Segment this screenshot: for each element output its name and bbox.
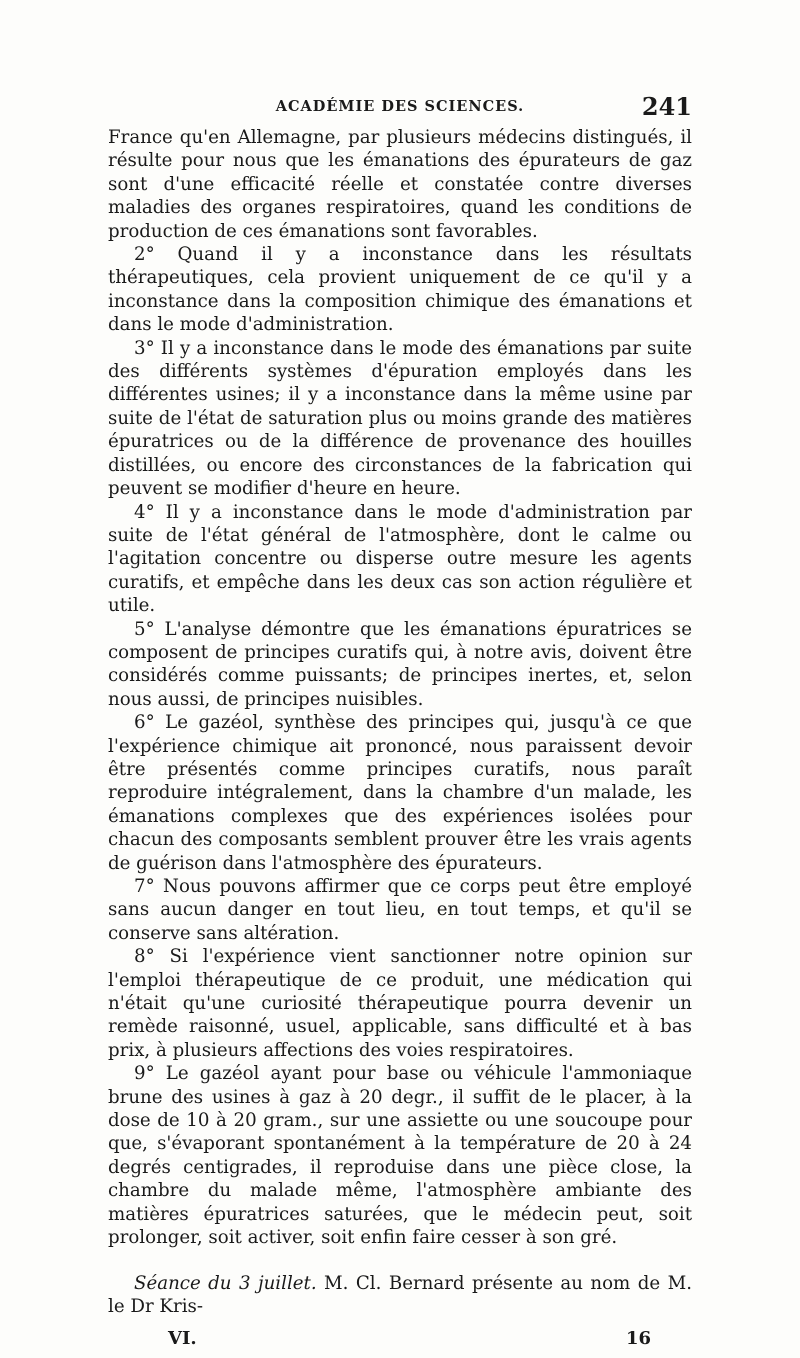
- page-number: 241: [641, 92, 692, 121]
- paragraph-3: 3° Il y a inconstance dans le mode des émanations par suite des différents systèmes d'épuration employés dans les différentes usines; il y a inconstance dans la même usine par suite de l'état de saturation plus ou moins grande des matières épuratrices ou de la différence de provenance des houilles distillées, ou encore des circonstances de la fabrication qui peuvent se modifier d'heure en heure.: [108, 337, 692, 500]
- paragraph-9: 9° Le gazéol ayant pour base ou véhicule l'ammoniaque brune des usines à gaz à 20 degr., il suffit de le placer, à la dose de 10 à 20 gram., sur une assiette ou une soucoupe pour que, s'évaporant spontanément à la température de 20 à 24 degrés centigrades, il reproduise dans une pièce close, la chambre du malade même, l'atmosphère ambiante des matières épuratrices saturées, que le médecin peut, soit prolonger, soit activer, soit enfin faire cesser à son gré.: [108, 1063, 692, 1249]
- page-footer: [108, 1328, 692, 1358]
- signature-mark-right: 16: [626, 1328, 652, 1350]
- seance-line: [108, 1272, 692, 1319]
- seance-text: M. Cl. Bernard présente au nom de M. le Dr Kris-: [108, 1272, 692, 1317]
- body-text: [108, 126, 692, 1250]
- paragraph-4: 4° Il y a inconstance dans le mode d'administration par suite de l'état général de l'atmosphère, dont le calme ou l'agitation concentre ou disperse outre mesure les agents curatifs, et empêche dans les deux cas son action régulière et utile.: [108, 501, 692, 617]
- signature-mark-left: VI.: [168, 1328, 197, 1350]
- document-page: [108, 92, 692, 1358]
- paragraph-7: 7° Nous pouvons affirmer que ce corps peut être employé sans aucun danger en tout lieu, en tout temps, et qu'il se conserve sans altération.: [108, 876, 692, 944]
- paragraph-5: 5° L'analyse démontre que les émanations épuratrices se composent de principes curatifs qui, à notre avis, doivent être considérés comme puissants; de principes inertes, et, selon nous aussi, de principes nuisibles.: [108, 618, 692, 710]
- paragraph-8: 8° Si l'expérience vient sanctionner notre opinion sur l'emploi thérapeutique de ce produit, une médication qui n'était qu'une curiosité thérapeutique pourra devenir un remède raisonné, usuel, applicable, sans difficulté et à bas prix, à plusieurs affections des voies respiratoires.: [108, 946, 692, 1061]
- page-header: [108, 92, 692, 126]
- paragraph-continuation: France qu'en Allemagne, par plusieurs médecins distingués, il résulte pour nous que les émanations des épurateurs de gaz sont d'une efficacité réelle et constatée contre diverses maladies des organes respiratoires, quand les conditions de production de ces émanations sont favorables.: [108, 127, 692, 242]
- running-title: ACADÉMIE DES SCIENCES.: [275, 98, 525, 115]
- paragraph-2: 2° Quand il y a inconstance dans les résultats thérapeutiques, cela provient uniquement de ce qu'il y a inconstance dans la composition chimique des émanations et dans le mode d'administration.: [108, 244, 692, 336]
- seance-date: Séance du 3 juillet.: [134, 1272, 317, 1294]
- paragraph-6: 6° Le gazéol, synthèse des principes qui, jusqu'à ce que l'expérience chimique ait prononcé, nous paraissent devoir être présentés comme principes curatifs, nous paraît reproduire intégralement, dans la chambre d'un malade, les émanations complexes que des expériences isolées pour chacun des composants semblent prouver être les vrais agents de guérison dans l'atmosphère des épurateurs.: [108, 712, 692, 874]
